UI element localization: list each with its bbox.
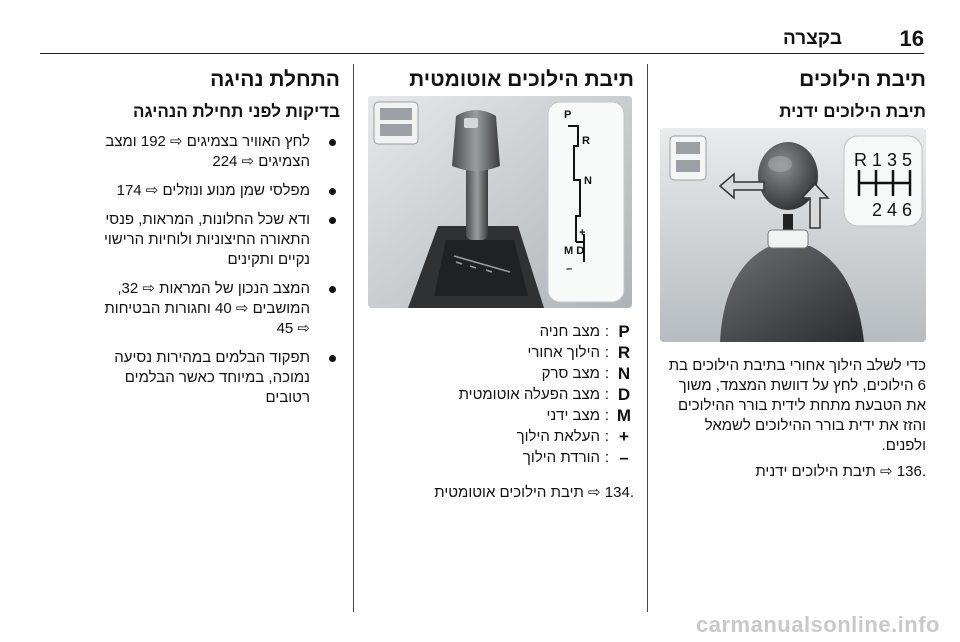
gear-description: הילוך אחורי (527, 344, 600, 361)
pre-drive-checklist (40, 132, 340, 408)
paragraph-line: את הטבעת מתחת לידית בורר ההילוכים (678, 397, 926, 414)
manual-gearshift-illustration (660, 128, 926, 342)
gate-minus: – (566, 263, 573, 275)
checklist-line: נמוכה, במיוחד כאשר הבלמים (124, 369, 310, 386)
automatic-selector-svg (368, 96, 632, 308)
reverse-gear-instructions (658, 356, 926, 456)
paragraph-line: והזז את ידית בורר ההילוכים לשמאל (704, 417, 926, 434)
gear-row (459, 406, 634, 427)
gear-letter: P (618, 322, 630, 341)
column-divider-left (353, 64, 354, 612)
start-driving-column (40, 66, 340, 417)
pre-drive-checks-subtitle: בדיקות לפני תחילת הנהיגה (133, 102, 340, 121)
gear-letter: N (617, 364, 631, 383)
gate-plus: + (579, 227, 586, 239)
gear-row (459, 448, 634, 469)
automatic-gearbox-column (364, 66, 634, 94)
checklist-line: נקיים ותקינים (227, 251, 310, 268)
manual-gearbox-column (658, 66, 926, 124)
gear-letter: – (619, 448, 629, 467)
column-divider-right (647, 64, 648, 612)
start-driving-title: התחלת נהיגה (210, 68, 340, 91)
checklist-item (40, 210, 340, 270)
checklist-line: התאורה החיצוניות ולוחיות הרישוי (103, 231, 310, 248)
checklist-line: תפקוד הבלמים במהירות נסיעה (114, 349, 310, 366)
gear-row (459, 385, 634, 406)
watermark[interactable]: carmanualsonline.info (696, 612, 940, 637)
checklist-line: המצב הנכון של המראות ⇨ 32, (117, 280, 310, 297)
gear-colon: : (604, 386, 610, 403)
page-header (40, 26, 924, 54)
gear-colon: : (604, 365, 610, 382)
checklist-line: רטובים (265, 389, 310, 406)
checklist-line: ⇨ 45 (276, 320, 310, 337)
gear-description: הורדת הילוך (522, 449, 600, 466)
gate-r: R (582, 135, 590, 147)
gear-description: העלאת הילוך (516, 428, 600, 445)
gear-colon: : (604, 323, 610, 340)
manual-gearbox-subtitle: תיבת הילוכים ידנית (779, 102, 926, 121)
gate-bottom-label: 2 4 6 (871, 200, 913, 220)
gearbox-title: תיבת הילוכים (799, 68, 926, 91)
paragraph-line: כדי לשלב הילוך אחורי בתיבת הילוכים בת (668, 357, 926, 374)
checklist-item (40, 181, 340, 201)
automatic-gearbox-reference[interactable]: .134 ⇨ תיבת הילוכים אוטומטית (434, 484, 634, 501)
checklist-line: המושבים ⇨ 40 וחגורות הבטיחות (104, 300, 310, 317)
gate-p: P (564, 109, 572, 121)
gear-row (459, 322, 634, 343)
checklist-item (40, 348, 340, 408)
gear-description: מצב סרק (541, 365, 600, 382)
gate-top-label: R 1 3 5 (853, 150, 913, 170)
paragraph-line: 6 הילוכים, לחץ על דוושת המצמד, משוך (678, 377, 926, 394)
page-number: 16 (899, 26, 924, 51)
automatic-selector-illustration (368, 96, 632, 308)
gear-letter: M (616, 406, 632, 425)
gear-description: מצב חניה (539, 323, 600, 340)
gear-colon: : (604, 428, 610, 445)
gear-colon: : (604, 449, 610, 466)
gear-colon: : (604, 344, 610, 361)
manual-gearbox-reference[interactable]: .136 ⇨ תיבת הילוכים ידנית (755, 463, 926, 480)
checklist-line: ודא שכל החלונות, המראות, פנסי (105, 211, 310, 228)
gear-row (459, 427, 634, 448)
gear-row (459, 364, 634, 385)
gear-letter: R (617, 343, 631, 362)
gear-letter: D (617, 385, 631, 404)
manual-gearshift-svg (660, 128, 926, 342)
checklist-line: הצמיגים ⇨ 224 (212, 153, 310, 170)
gear-legend-table (459, 322, 634, 469)
gear-colon: : (604, 407, 610, 424)
checklist-item (40, 279, 340, 339)
checklist-line: מפלסי שמן מנוע ונוזלים ⇨ 174 (116, 182, 310, 199)
section-title: בקצרה (783, 28, 842, 49)
checklist-item (40, 132, 340, 172)
paragraph-line: ולפנים. (881, 437, 926, 454)
gear-description: מצב הפעלה אוטומטית (458, 386, 600, 403)
gear-letter: + (619, 427, 629, 446)
automatic-gearbox-title: תיבת הילוכים אוטומטית (409, 68, 634, 91)
checklist-line: לחץ האוויר בצמיגים ⇨ 192 ומצב (105, 133, 310, 150)
gate-n: N (584, 175, 592, 187)
gate-m-d: M D (564, 245, 585, 257)
gear-description: מצב ידני (546, 407, 600, 424)
gear-row (459, 343, 634, 364)
automatic-gearbox-legend (364, 322, 634, 503)
manual-gearbox-text (658, 356, 926, 482)
